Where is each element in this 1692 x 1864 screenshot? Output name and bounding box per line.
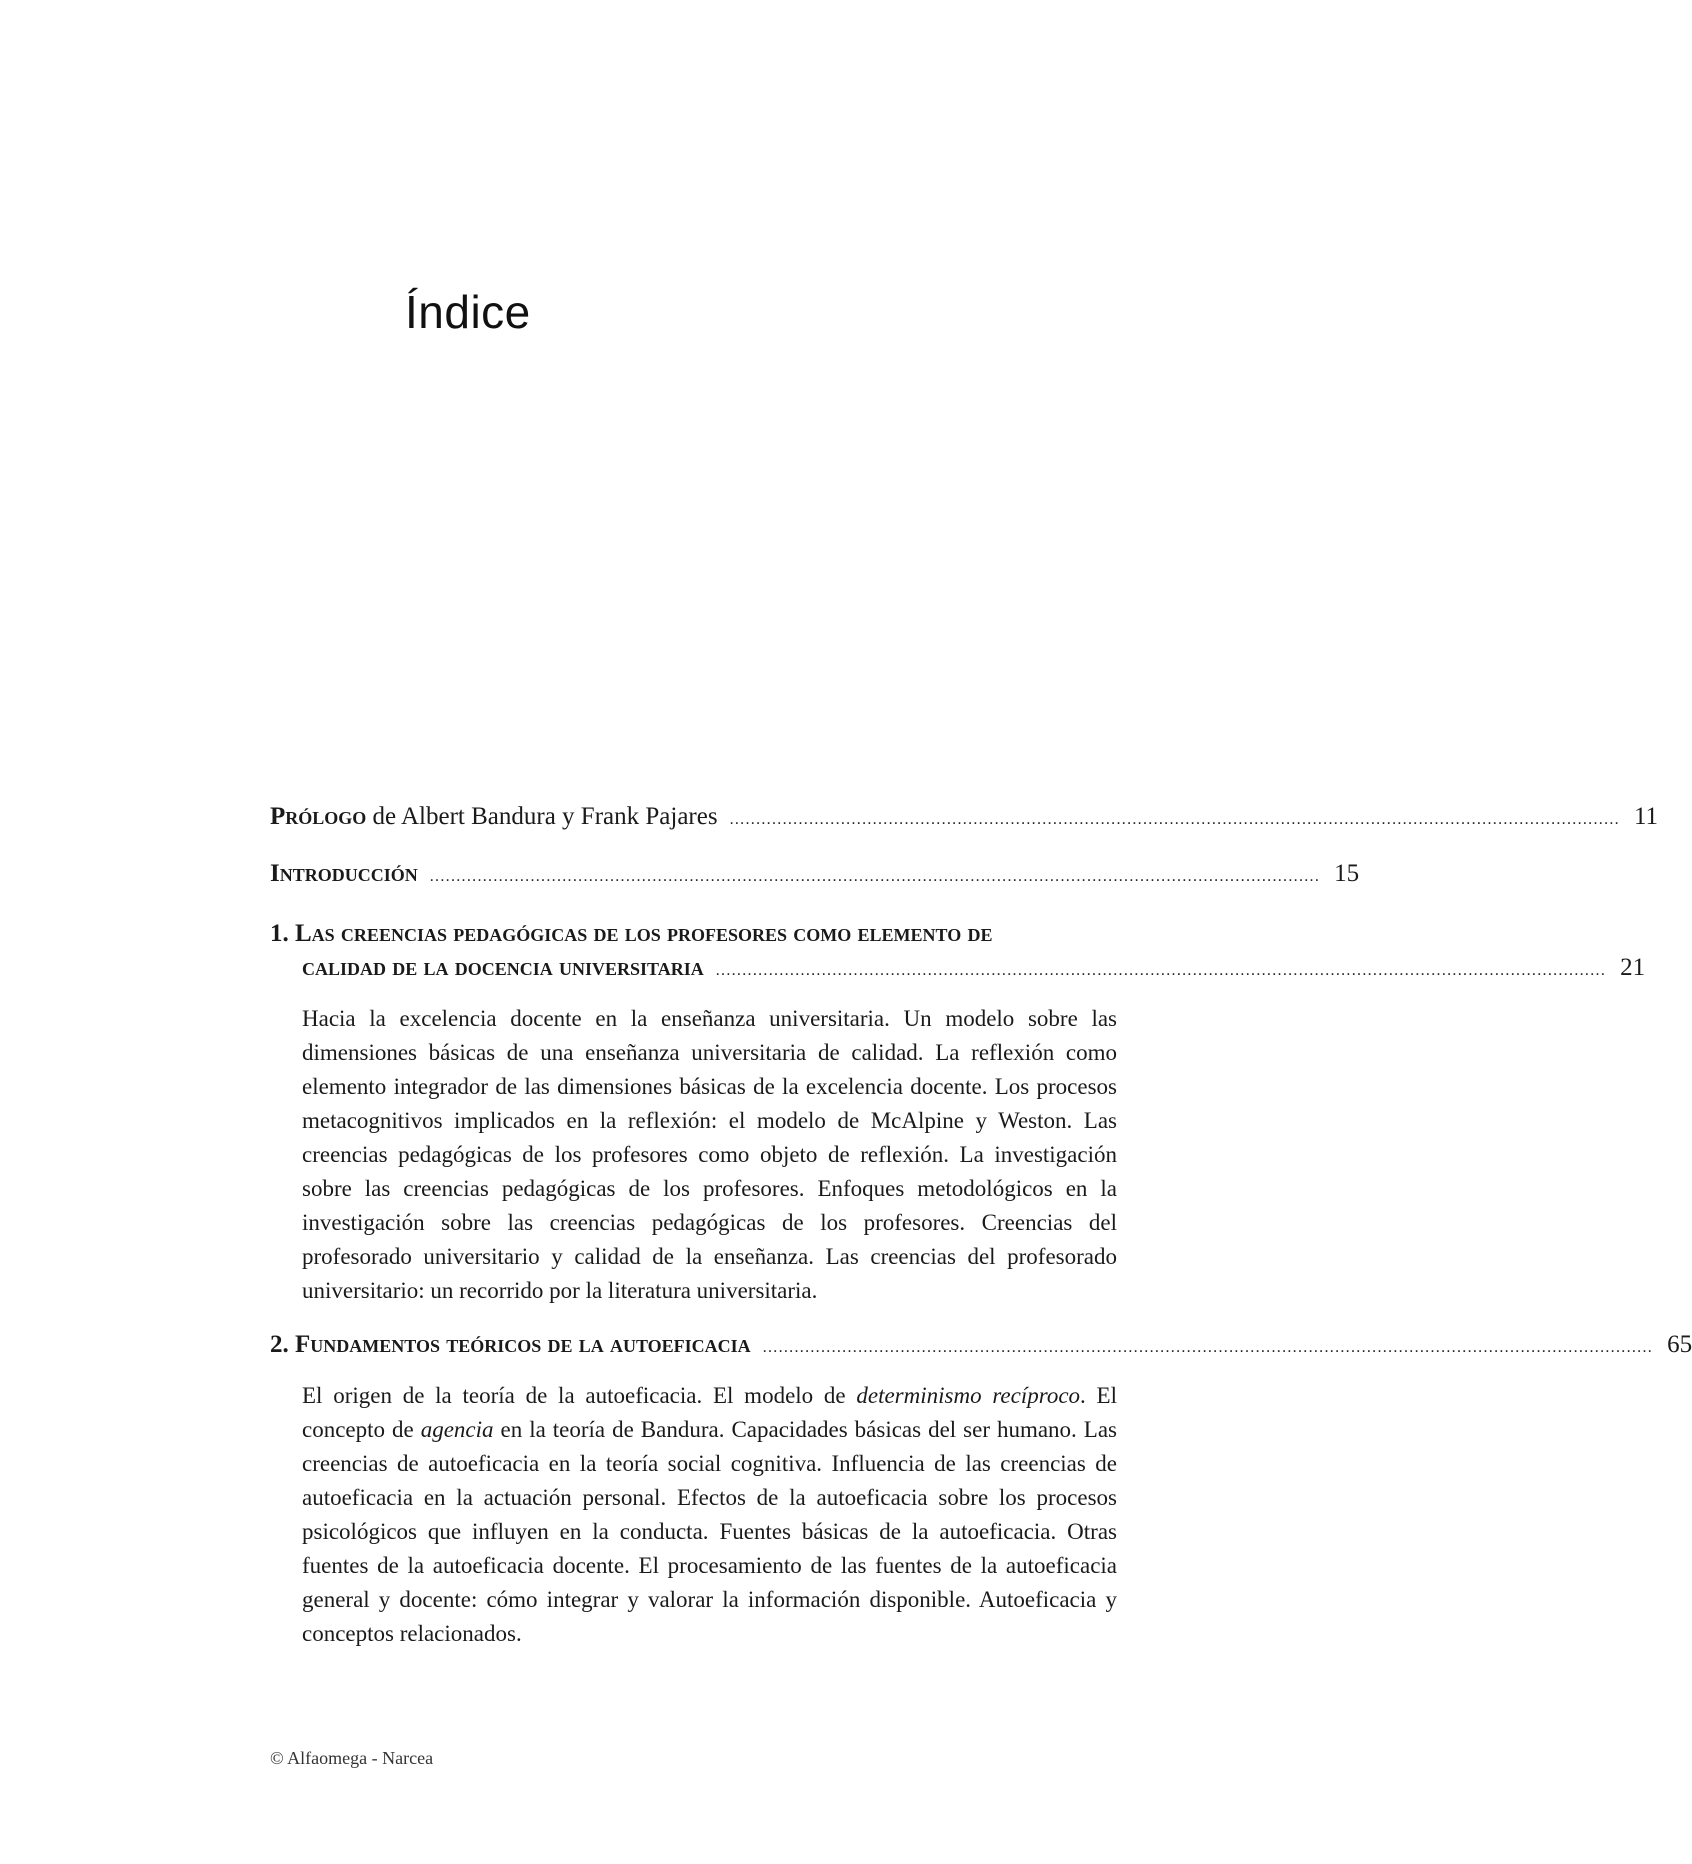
toc-entry-label: Introducción [270, 860, 418, 887]
emphasis-text: determinismo recíproco [856, 1383, 1081, 1408]
chapter-summary: El origen de la teoría de la autoeficacia. El modelo de determinismo recíproco. El concepto de agencia en la teoría de Bandura. Capacidades básicas del ser humano. Las creencias de autoeficacia en la teoría social cognitiva. Influencia de las creencias de autoeficacia en la actuación personal. Efectos de la autoeficacia sobre los procesos psicológicos que influyen en la conducta. Fuentes básicas de la autoeficacia. Otras fuentes de la autoeficacia docente. El procesamiento de las fuentes de la autoeficacia general y docente: cómo integrar y valorar la información disponible. Autoeficacia y conceptos relacionados. [302, 1383, 1117, 1646]
page-number: 11 [1633, 803, 1659, 830]
chapter-title: Fundamentos teóricos de la autoeficacia [295, 1331, 751, 1358]
footer-copyright: © Alfaomega - Narcea [270, 1748, 434, 1768]
toc-entry-introduccion[interactable] [270, 857, 1360, 894]
page-number: 15 [1334, 860, 1360, 887]
table-of-contents [270, 800, 1692, 1671]
toc-entry-prologo[interactable] [270, 800, 1659, 837]
chapter-summary: Hacia la excelencia docente en la enseñanza universitaria. Un modelo sobre las dimensiones básicas de una enseñanza universitaria de calidad. La reflexión como elemento integrador de las dimensiones básicas de la excelencia docente. Los procesos metacognitivos implicados en la reflexión: el modelo de McAlpine y Weston. Las creencias pedagógicas de los profesores como objeto de reflexión. La investigación sobre las creencias pedagógicas de los profesores. Enfoques metodológicos en la investigación sobre las creencias pedagógicas de los profesores. Creencias del profesorado universitario y calidad de la enseñanza. Las creencias del profesorado universitario: un recorrido por la literatura universitaria. [302, 1006, 1117, 1303]
toc-entry-chapter-2[interactable] [270, 1328, 1692, 1651]
page-number: 65 [1667, 1331, 1692, 1358]
dot-leader: ........................................................................................................................................................................ [729, 811, 1620, 828]
page-title: Índice [405, 286, 531, 338]
emphasis-text: agencia [420, 1417, 494, 1442]
chapter-title-line [270, 1328, 751, 1362]
chapter-title: Las creencias pedagógicas de los profesores como elemento de [295, 920, 993, 947]
dot-leader: ........................................................................................................................................................................ [429, 868, 1321, 885]
dot-leader: ........................................................................................................................................................................ [762, 1339, 1654, 1356]
chapter-number: 2. [270, 1331, 289, 1358]
page-number: 21 [1620, 954, 1646, 981]
dot-leader: ........................................................................................................................................................................ [715, 962, 1607, 979]
toc-entry-label: Prólogo de Albert Bandura y Frank Pajares [270, 803, 718, 830]
toc-entry-chapter-1[interactable] [270, 917, 1646, 1308]
chapter-number: 1. [270, 920, 289, 947]
chapter-title-line [270, 917, 1170, 951]
chapter-title-continued: calidad de la docencia universitaria [302, 954, 704, 981]
